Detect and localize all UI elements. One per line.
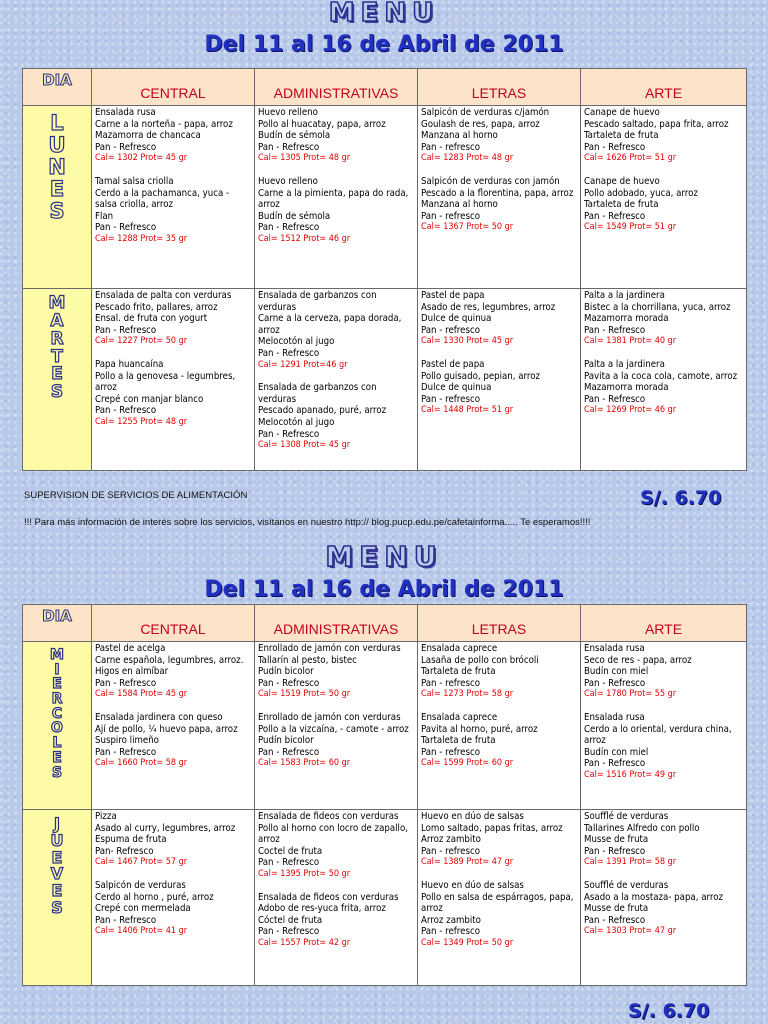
day-row-jueves bbox=[23, 810, 747, 986]
dish-item: Suspiro limeño bbox=[95, 735, 159, 747]
dish-item: Lomo saltado, papas fritas, arroz bbox=[421, 822, 563, 834]
dish-item: Pan - refresco bbox=[421, 926, 480, 938]
dish-item: Dulce de quinua bbox=[421, 382, 492, 394]
dish-item: Pan - Refresco bbox=[95, 677, 157, 689]
column-header-letras bbox=[418, 605, 581, 642]
calorie-info: Cal= 1512 Prot= 46 gr bbox=[258, 233, 351, 244]
menu-cell-content bbox=[92, 106, 254, 247]
dish-item: Asado a la mostaza- papa, arroz bbox=[584, 891, 724, 903]
dish-item: Pan - Refresco bbox=[258, 926, 320, 938]
dish-item: Pan - Refresco bbox=[95, 746, 157, 758]
dish-item: Ensalada de palta con verduras bbox=[95, 290, 232, 301]
menu-cell-content bbox=[255, 289, 417, 453]
dish-item: Coctel de fruta bbox=[258, 845, 323, 857]
dish-item: Pastel de papa bbox=[421, 358, 485, 370]
menu-cell bbox=[418, 810, 581, 986]
menu-cell bbox=[255, 289, 418, 471]
dish-item: Manzana al horno bbox=[421, 130, 498, 142]
calorie-info: Cal= 1389 Prot= 47 gr bbox=[421, 857, 514, 868]
menu-cell-content bbox=[255, 810, 417, 951]
column-header-letras bbox=[418, 69, 581, 106]
dish-item: Mazamorra morada bbox=[584, 313, 669, 325]
column-header-label: ARTE bbox=[644, 85, 683, 101]
dish-item: Pavita a la coca cola, camote, arroz bbox=[584, 370, 738, 382]
spacer bbox=[258, 165, 414, 176]
menu-cell bbox=[92, 289, 255, 471]
spacer bbox=[421, 869, 577, 880]
dish-item: Cerdo al horno , puré, arroz bbox=[95, 891, 214, 903]
dish-item: Pan - Refresco bbox=[258, 746, 320, 758]
column-header-central bbox=[92, 605, 255, 642]
calorie-info: Cal= 1583 Prot= 60 gr bbox=[258, 758, 351, 769]
spacer bbox=[95, 869, 251, 880]
dish-item: Ají de pollo, ¼ huevo papa, arroz bbox=[95, 723, 238, 735]
day-row-miercoles bbox=[23, 642, 747, 810]
dish-item: Pan - Refresco bbox=[584, 141, 646, 153]
dish-item: Pan - Refresco bbox=[95, 914, 157, 926]
day-name bbox=[23, 106, 91, 222]
calorie-info: Cal= 1273 Prot= 58 gr bbox=[421, 689, 514, 700]
dish-item: Carne a la cerveza, papa dorada, arroz bbox=[258, 313, 402, 336]
dish-item: Lasaña de pollo con brócoli bbox=[421, 654, 539, 666]
dish-item: Pollo adobado, yuca, arroz bbox=[584, 187, 698, 199]
spacer bbox=[95, 165, 251, 176]
dish-item: Pescado saltado, papa frita, arroz bbox=[584, 118, 729, 130]
dish-item: Ensalada rusa bbox=[584, 643, 645, 654]
dish-item: Ensalada de garbanzos con verduras bbox=[258, 290, 377, 313]
day-letter: E bbox=[51, 847, 63, 867]
day-letter: V bbox=[50, 864, 64, 884]
calorie-info: Cal= 1626 Prot= 51 gr bbox=[584, 153, 677, 164]
menu-cell-content bbox=[92, 642, 254, 771]
day-name bbox=[23, 642, 91, 780]
calorie-info: Cal= 1283 Prot= 48 gr bbox=[421, 153, 514, 164]
menu-table-week1 bbox=[22, 68, 746, 471]
date-range-title-2: Del 11 al 16 de Abril de 2011 bbox=[204, 577, 564, 602]
dish-item: Espuma de fruta bbox=[95, 834, 167, 846]
dish-item: Pan - refresco bbox=[421, 141, 480, 153]
calorie-info: Cal= 1406 Prot= 41 gr bbox=[95, 926, 188, 937]
dish-item: Pan - Refresco bbox=[95, 324, 157, 336]
dish-item: Tallarines Alfredo con pollo bbox=[584, 822, 700, 834]
dish-item: Pollo a la vizcaína, - camote - arroz bbox=[258, 723, 409, 735]
dish-item: Melocotón al jugo bbox=[258, 416, 335, 428]
column-header-label: ADMINISTRATIVAS bbox=[273, 85, 399, 101]
dish-item: Tallarín al pesto, bistec bbox=[258, 654, 357, 666]
menu-cell-content bbox=[255, 642, 417, 771]
menu-cell-content bbox=[581, 642, 746, 783]
dish-item: Dulce de quinua bbox=[421, 313, 492, 325]
dish-item: Ensalada caprece bbox=[421, 711, 498, 723]
spacer bbox=[584, 869, 743, 880]
spacer bbox=[584, 165, 743, 176]
dish-item: Ensalada caprece bbox=[421, 643, 498, 654]
dish-item: Pan - Refresco bbox=[258, 347, 320, 359]
calorie-info: Cal= 1660 Prot= 58 gr bbox=[95, 758, 188, 769]
dish-item: Budín de sémola bbox=[258, 130, 331, 142]
column-header-administrativas bbox=[255, 69, 418, 106]
spacer bbox=[95, 348, 251, 359]
header-row bbox=[23, 605, 747, 642]
calorie-info: Cal= 1599 Prot= 60 gr bbox=[421, 758, 514, 769]
dish-item: Adobo de res-yuca frita, arroz bbox=[258, 903, 386, 915]
dish-item: Budín con miel bbox=[584, 666, 649, 678]
dish-item: Huevo relleno bbox=[258, 175, 318, 187]
dish-item: Tartaleta de fruta bbox=[584, 199, 659, 211]
menu-table bbox=[22, 68, 747, 471]
calorie-info: Cal= 1302 Prot= 45 gr bbox=[95, 153, 188, 164]
dish-item: Asado de res, legumbres, arroz bbox=[421, 301, 556, 313]
info-text: !!! Para más información de interés sobre los servicios, visítanos en nuestro http:// blog.pucp.edu.pe/cafetainforma..... Te esperamos!!!! bbox=[24, 517, 591, 528]
day-letter: U bbox=[48, 133, 66, 158]
supervision-label: SUPERVISION DE SERVICIOS DE ALIMENTACIÓN bbox=[24, 490, 248, 501]
calorie-info: Cal= 1549 Prot= 51 gr bbox=[584, 222, 677, 233]
menu-title: MENU bbox=[328, 0, 440, 28]
spacer bbox=[421, 348, 577, 359]
dish-item: Pan - Refresco bbox=[584, 324, 646, 336]
column-header-label: ARTE bbox=[644, 621, 683, 637]
dish-item: Seco de res - papa, arroz bbox=[584, 654, 692, 666]
calorie-info: Cal= 1308 Prot= 45 gr bbox=[258, 440, 351, 451]
dish-item: Tamal salsa criolla bbox=[95, 175, 174, 187]
day-letter: A bbox=[50, 310, 64, 331]
day-letter: L bbox=[52, 735, 62, 752]
dish-item: Mazamorra de chancaca bbox=[95, 130, 201, 142]
dish-item: Higos en almíbar bbox=[95, 666, 169, 678]
dish-item: Salpicón de verduras con jamón bbox=[421, 175, 560, 187]
dish-item: Pan - refresco bbox=[421, 845, 480, 857]
day-letter: S bbox=[51, 764, 63, 781]
menu-cell bbox=[581, 106, 747, 289]
dish-item: Huevo en dúo de salsas bbox=[421, 811, 524, 822]
menu-cell bbox=[255, 642, 418, 810]
calorie-info: Cal= 1305 Prot= 48 gr bbox=[258, 153, 351, 164]
dish-item: Palta a la jardinera bbox=[584, 358, 665, 370]
day-letter: E bbox=[51, 364, 63, 385]
dia-label: DIA bbox=[42, 71, 72, 89]
dish-item: Pollo a la genovesa - legumbres, arroz bbox=[95, 370, 236, 394]
dish-item: Pizza bbox=[95, 811, 117, 822]
dish-item: Pollo guisado, pepian, arroz bbox=[421, 370, 541, 382]
menu-cell bbox=[418, 106, 581, 289]
dish-item: Enrollado de jamón con verduras bbox=[258, 643, 401, 654]
dish-item: Canape de huevo bbox=[584, 107, 660, 118]
dish-item: Canape de huevo bbox=[584, 175, 660, 187]
day-letter: T bbox=[51, 346, 63, 367]
spacer bbox=[258, 881, 414, 892]
header-row bbox=[23, 69, 747, 106]
dish-item: Pescado frito, pallares, arroz bbox=[95, 301, 218, 313]
dish-item: Soufflé de verduras bbox=[584, 879, 669, 891]
dish-item: Pollo en salsa de espárragos, papa, arroz bbox=[421, 891, 574, 915]
dish-item: Pan - refresco bbox=[421, 324, 480, 336]
menu-cell bbox=[581, 642, 747, 810]
dish-item: Ensalada rusa bbox=[95, 107, 156, 118]
menu-cell-content bbox=[418, 642, 580, 771]
calorie-info: Cal= 1584 Prot= 45 gr bbox=[95, 689, 188, 700]
spacer bbox=[258, 371, 414, 382]
dish-item: Pan - refresco bbox=[421, 746, 480, 758]
spacer bbox=[421, 701, 577, 712]
spacer bbox=[584, 701, 743, 712]
menu-cell bbox=[92, 642, 255, 810]
column-header-arte bbox=[581, 69, 747, 106]
dish-item: Cerdo a la pachamanca, yuca -salsa criolla, arroz bbox=[95, 187, 230, 211]
dish-item: Soufflé de verduras bbox=[584, 811, 669, 822]
dish-item: Carne a la pimienta, papa do rada, arroz bbox=[258, 187, 409, 211]
day-name bbox=[23, 289, 91, 402]
dish-item: Pan - Refresco bbox=[258, 428, 320, 440]
column-header-label: LETRAS bbox=[471, 621, 527, 637]
column-header-arte bbox=[581, 605, 747, 642]
spacer bbox=[421, 165, 577, 176]
dish-item: Arroz zambito bbox=[421, 914, 481, 926]
menu-cell-content bbox=[255, 106, 417, 247]
menu-cell bbox=[581, 810, 747, 986]
day-letter: R bbox=[50, 328, 64, 349]
day-letter: O bbox=[51, 720, 63, 737]
dish-item: Pollo al huacatay, papa, arroz bbox=[258, 118, 386, 130]
calorie-info: Cal= 1780 Prot= 55 gr bbox=[584, 689, 677, 700]
dish-item: Crepé con mermelada bbox=[95, 903, 191, 915]
calorie-info: Cal= 1349 Prot= 50 gr bbox=[421, 937, 514, 948]
column-header-label: CENTRAL bbox=[140, 85, 206, 101]
menu-table-week2 bbox=[22, 604, 746, 986]
day-letter: L bbox=[50, 111, 64, 135]
day-letter: E bbox=[49, 177, 65, 202]
dish-item: Pan - Refresco bbox=[584, 845, 646, 857]
dish-item: Crepé con manjar blanco bbox=[95, 393, 204, 405]
day-letter: M bbox=[50, 647, 64, 663]
dish-item: Pudín bicolor bbox=[258, 666, 314, 678]
menu-cell bbox=[92, 106, 255, 289]
column-header-label: CENTRAL bbox=[140, 621, 206, 637]
dish-item: Pescado a la florentina, papa, arroz bbox=[421, 187, 574, 199]
calorie-info: Cal= 1381 Prot= 40 gr bbox=[584, 336, 677, 347]
day-name bbox=[23, 810, 91, 917]
spacer bbox=[95, 701, 251, 712]
column-header-label: ADMINISTRATIVAS bbox=[273, 621, 399, 637]
dish-item: Cóctel de fruta bbox=[258, 914, 323, 926]
dish-item: Enrollado de jamón con verduras bbox=[258, 711, 401, 723]
dish-item: Musse de fruta bbox=[584, 834, 649, 846]
calorie-info: Cal= 1395 Prot= 50 gr bbox=[258, 868, 351, 879]
dish-item: Carne española, legumbres, arroz. bbox=[95, 654, 244, 666]
dish-item: Ensalada de fideos con verduras bbox=[258, 811, 399, 822]
dish-item: Pan - Refresco bbox=[95, 222, 157, 234]
day-cell bbox=[23, 106, 92, 289]
menu-cell-content bbox=[418, 289, 580, 418]
day-letter: E bbox=[52, 749, 62, 766]
dish-item: Bistec a la chorrillana, yuca, arroz bbox=[584, 301, 731, 313]
calorie-info: Cal= 1467 Prot= 57 gr bbox=[95, 857, 188, 868]
day-letter: S bbox=[51, 897, 63, 917]
menu-cell-content bbox=[418, 106, 580, 235]
dia-header bbox=[23, 69, 92, 106]
price-label: S/. 6.70 bbox=[640, 487, 722, 509]
dia-header bbox=[23, 605, 92, 642]
day-letter: R bbox=[51, 691, 63, 708]
day-letter: E bbox=[51, 881, 63, 901]
dish-item: Ensalada de fideos con verduras bbox=[258, 891, 399, 903]
dish-item: Pavita al horno, puré, arroz bbox=[421, 723, 538, 735]
dish-item: Cerdo a lo oriental, verdura china, arroz bbox=[584, 723, 732, 747]
dish-item: Asado al curry, legumbres, arroz bbox=[95, 822, 236, 834]
menu-cell bbox=[418, 642, 581, 810]
dish-item: Goulash de res, papa, arroz bbox=[421, 118, 540, 130]
column-header-central bbox=[92, 69, 255, 106]
day-letter: N bbox=[48, 155, 66, 180]
dish-item: Pan - Refresco bbox=[258, 222, 320, 234]
dish-item: Pan - Refresco bbox=[584, 758, 646, 770]
dish-item: Pan - Refresco bbox=[95, 141, 157, 153]
day-row-martes bbox=[23, 289, 747, 471]
menu-cell bbox=[255, 810, 418, 986]
dish-item: Pan - refresco bbox=[421, 677, 480, 689]
day-letter: C bbox=[51, 705, 63, 722]
dish-item: Papa huancaína bbox=[95, 358, 164, 370]
dish-item: Pan - Refresco bbox=[584, 677, 646, 689]
day-letter: S bbox=[50, 382, 64, 403]
dish-item: Tartaleta de fruta bbox=[584, 130, 659, 142]
calorie-info: Cal= 1519 Prot= 50 gr bbox=[258, 689, 351, 700]
day-cell bbox=[23, 289, 92, 471]
dish-item: Ensalada rusa bbox=[584, 711, 645, 723]
day-letter: E bbox=[52, 676, 62, 693]
dish-item: Musse de fruta bbox=[584, 903, 649, 915]
calorie-info: Cal= 1288 Prot= 35 gr bbox=[95, 233, 188, 244]
dish-item: Ensalada de garbanzos con verduras bbox=[258, 382, 377, 405]
dish-item: Pan - Refresco bbox=[258, 141, 320, 153]
dish-item: Pastel de papa bbox=[421, 290, 485, 301]
dish-item: Huevo relleno bbox=[258, 107, 318, 118]
dish-item: Carne a la norteña - papa, arroz bbox=[95, 118, 233, 130]
dish-item: Melocotón al jugo bbox=[258, 336, 335, 348]
menu-cell-content bbox=[581, 289, 746, 418]
dish-item: Pan - refresco bbox=[421, 210, 480, 222]
menu-cell-content bbox=[92, 810, 254, 939]
calorie-info: Cal= 1303 Prot= 47 gr bbox=[584, 926, 677, 937]
dish-item: Pollo al horno con locro de zapallo, arroz bbox=[258, 822, 408, 846]
dish-item: Pan - refresco bbox=[421, 393, 480, 405]
date-range-title: Del 11 al 16 de Abril de 2011 bbox=[204, 32, 564, 57]
day-letter: M bbox=[48, 293, 66, 313]
day-cell bbox=[23, 810, 92, 986]
spacer bbox=[258, 701, 414, 712]
dish-item: Mazamorra morada bbox=[584, 382, 669, 394]
dish-item: Huevo en dúo de salsas bbox=[421, 879, 524, 891]
menu-cell bbox=[581, 289, 747, 471]
menu-title-2: MENU bbox=[325, 540, 443, 573]
dish-item: Pan - Refresco bbox=[258, 677, 320, 689]
dish-item: Pan - Refresco bbox=[584, 393, 646, 405]
day-letter: J bbox=[54, 814, 60, 833]
day-cell bbox=[23, 642, 92, 810]
calorie-info: Cal= 1269 Prot= 46 gr bbox=[584, 405, 677, 416]
day-row-lunes bbox=[23, 106, 747, 289]
menu-cell-content bbox=[581, 810, 746, 939]
day-letter: U bbox=[50, 830, 64, 850]
dish-item: Palta a la jardinera bbox=[584, 290, 665, 301]
menu-cell-content bbox=[418, 810, 580, 951]
calorie-info: Cal= 1291 Prot=46 gr bbox=[258, 359, 348, 370]
menu-cell-content bbox=[92, 289, 254, 430]
dish-item: Pescado apanado, puré, arroz bbox=[258, 405, 387, 417]
menu-cell bbox=[92, 810, 255, 986]
dish-item: Pan - Refresco bbox=[584, 210, 646, 222]
dish-item: Pan - Refresco bbox=[95, 405, 157, 417]
dish-item: Ensal. de fruta con yogurt bbox=[95, 313, 208, 325]
dish-item: Budín con miel bbox=[584, 746, 649, 758]
dish-item: Pudín bicolor bbox=[258, 735, 314, 747]
column-header-administrativas bbox=[255, 605, 418, 642]
menu-cell bbox=[255, 106, 418, 289]
dish-item: Tartaleta de fruta bbox=[421, 735, 496, 747]
dish-item: Flan bbox=[95, 210, 114, 222]
calorie-info: Cal= 1516 Prot= 49 gr bbox=[584, 769, 677, 780]
spacer bbox=[584, 348, 743, 359]
price-label-2: S/. 6.70 bbox=[628, 1000, 710, 1022]
column-header-label: LETRAS bbox=[471, 85, 527, 101]
dish-item: Pan - Refresco bbox=[584, 914, 646, 926]
dish-item: Ensalada jardinera con queso bbox=[95, 711, 223, 723]
dish-item: Tartaleta de fruta bbox=[421, 666, 496, 678]
dish-item: Budín de sémola bbox=[258, 210, 331, 222]
dish-item: Pan- Refresco bbox=[95, 845, 154, 857]
dia-label: DIA bbox=[42, 607, 72, 625]
dish-item: Manzana al horno bbox=[421, 199, 498, 211]
calorie-info: Cal= 1255 Prot= 48 gr bbox=[95, 416, 188, 427]
dish-item: Salpicón de verduras c/jamón bbox=[421, 107, 550, 118]
calorie-info: Cal= 1557 Prot= 42 gr bbox=[258, 937, 351, 948]
dish-item: Pan - Refresco bbox=[258, 857, 320, 869]
day-letter: I bbox=[54, 661, 60, 678]
dish-item: Salpicón de verduras bbox=[95, 879, 186, 891]
dish-item: Arroz zambito bbox=[421, 834, 481, 846]
menu-table bbox=[22, 604, 747, 986]
calorie-info: Cal= 1367 Prot= 50 gr bbox=[421, 222, 514, 233]
menu-cell-content bbox=[581, 106, 746, 235]
day-letter: S bbox=[49, 199, 65, 224]
calorie-info: Cal= 1448 Prot= 51 gr bbox=[421, 405, 514, 416]
dish-item: Pastel de acelga bbox=[95, 643, 166, 654]
calorie-info: Cal= 1227 Prot= 50 gr bbox=[95, 336, 188, 347]
menu-cell bbox=[418, 289, 581, 471]
calorie-info: Cal= 1330 Prot= 45 gr bbox=[421, 336, 514, 347]
calorie-info: Cal= 1391 Prot= 58 gr bbox=[584, 857, 677, 868]
